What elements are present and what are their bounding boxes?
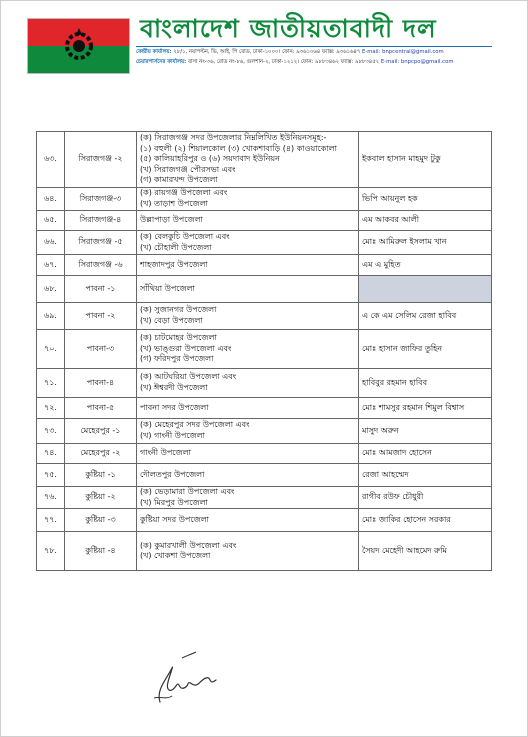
constituency-name: কুষ্টিয়া -২ xyxy=(65,487,137,509)
central-email: E-mail: bnpcentral@gmail.com xyxy=(362,49,444,55)
table-row xyxy=(37,303,492,330)
area-line: (ক) আটঘরিয়া উপজেলা এবং xyxy=(140,372,237,382)
chairperson-office-label: চেয়ারপার্সনের কার্যালয়: xyxy=(136,59,187,65)
area-line: (ক) বেলকুচি উপজেলা এবং xyxy=(140,231,230,241)
table-row xyxy=(37,231,492,255)
constituency-name: পাবনা -২ xyxy=(65,303,137,330)
serial-number: ৭২. xyxy=(37,398,65,419)
constituency-name: সিরাজগঞ্জ -৫ xyxy=(65,231,137,255)
party-flag-logo xyxy=(27,18,130,74)
serial-number: ৭১. xyxy=(37,369,65,398)
candidate-name: মোঃ জাকির হোসেন সরকার xyxy=(359,509,492,532)
area-line: (ক) সিরাজগঞ্জ সদর উপজেলার নিম্নলিখিত ইউনিয়নসমূহ:- xyxy=(140,133,327,143)
area-line: গাংনী উপজেলা xyxy=(140,448,191,458)
candidate-name: মাসুদ অরুন xyxy=(359,419,492,444)
party-name: বাংলাদেশ জাতীয়তাবাদী দল xyxy=(140,14,437,43)
table-row xyxy=(37,398,492,419)
area-line: (ক) কুমারখালী উপজেলা এবং xyxy=(140,540,237,550)
serial-number: ৭৫. xyxy=(37,464,65,487)
constituency-name: পাবনা -১ xyxy=(65,276,137,303)
area-line: (১) বহুলী (২) শিয়ালকোল (৩) খোকশাবাড়ি (৪) কাওয়াকোলা xyxy=(140,143,337,153)
area-line: দৌলতপুর উপজেলা xyxy=(140,469,205,479)
serial-number: ৭৮. xyxy=(37,532,65,571)
area-line: (ক) রায়গঞ্জ উপজেলা এবং xyxy=(140,188,228,198)
serial-number: ৬৩. xyxy=(37,132,65,188)
area-line: (খ) খোকশা উপজেলা xyxy=(140,551,211,561)
constituency-area xyxy=(137,419,359,444)
constituency-name: সিরাজগঞ্জ-৪ xyxy=(65,211,137,231)
candidate-name: ইকবাল হাসান মাহমুদ টুকু xyxy=(359,132,492,188)
serial-number: ৭৩. xyxy=(37,419,65,444)
table-row xyxy=(37,369,492,398)
constituency-name: কুষ্টিয়া -১ xyxy=(65,464,137,487)
area-line: উল্লাপাড়া উপজেলা xyxy=(140,215,203,225)
area-line: (গ) কামারখন্দ উপজেলা xyxy=(140,175,218,185)
serial-number: ৭০. xyxy=(37,330,65,369)
central-office-address xyxy=(136,48,496,56)
table-row xyxy=(37,211,492,231)
constituency-area xyxy=(137,532,359,571)
serial-number: ৭৪. xyxy=(37,444,65,464)
area-line: (খ) ঈশ্বরদী উপজেলা xyxy=(140,383,208,392)
table-row xyxy=(37,188,492,211)
candidate-name: মোঃ শামসুর রহমান শিমুল বিশ্বাস xyxy=(359,398,492,419)
constituency-name: পাবনা-৫ xyxy=(65,398,137,419)
candidate-name: রাগীব রউফ চৌধুরী xyxy=(359,487,492,509)
area-line: (৫) কালিয়াহরিপুর ও (৬) সয়দাবাদ ইউনিয়ন xyxy=(140,154,280,164)
area-line: (ক) ভেড়ামারা উপজেলা এবং xyxy=(140,487,235,496)
constituency-area xyxy=(137,464,359,487)
table-row xyxy=(37,464,492,487)
table-row xyxy=(37,330,492,369)
constituency-area xyxy=(137,509,359,532)
constituency-name: মেহেরপুর -২ xyxy=(65,444,137,464)
central-office-text: ২৮/১, নয়াপল্টন, ভি, আই, পি রোড, ঢাকা-১০০০। ফোন: ৯৩৬১০৬৪ ফ্যাক্স: ৯৩৬১৬৪৭ xyxy=(173,49,361,55)
candidate-name: মোঃ আমজাদ হোসেন xyxy=(359,444,492,464)
candidate-name: এ কে এম সেলিম রেজা হাবিব xyxy=(359,303,492,330)
constituency-name: কুষ্টিয়া -৩ xyxy=(65,509,137,532)
area-line: শাহজাদপুর উপজেলা xyxy=(140,259,208,269)
wheel-emblem-icon xyxy=(61,26,97,66)
candidate-name: হাবিবুর রহমান হাবিব xyxy=(359,369,492,398)
candidate-name: মোঃ আমিরুল ইসলাম খান xyxy=(359,231,492,255)
area-line: কুষ্টিয়া সদর উপজেলা xyxy=(140,514,210,524)
candidate-name: রেজা আহম্মেদ xyxy=(359,464,492,487)
constituency-name: সিরাজগঞ্জ -২ xyxy=(65,132,137,188)
area-line: (খ) ভাঙ্গুরা উপজেলা এবং xyxy=(140,343,232,353)
constituency-name: সিরাজগঞ্জ-৩ xyxy=(65,188,137,211)
candidate-name: মোঃ হাসান জাফির তুহিন xyxy=(359,330,492,369)
chairperson-office-text: বাসা নং-৩৬, রোড নং-৮৬, গুলশান-২, ঢাকা-১২১২। ফোন: ৯৮৮৩৪৬২ ফ্যাক্স: ৯৮৮৩৪৫২ xyxy=(187,59,380,65)
serial-number: ৬৯. xyxy=(37,303,65,330)
constituency-area xyxy=(137,444,359,464)
constituency-name: মেহেরপুর -১ xyxy=(65,419,137,444)
table-row xyxy=(37,487,492,509)
candidate-name: এম এ মুহিত xyxy=(359,255,492,276)
chairperson-email: E-mail: bnpcpo@gmail.com xyxy=(380,59,454,65)
candidate-name: ভিপি আয়নুল হক xyxy=(359,188,492,211)
serial-number: ৭৭. xyxy=(37,509,65,532)
area-line: (খ) চৌহালী উপজেলা xyxy=(140,242,212,252)
constituency-area xyxy=(137,369,359,398)
table-row xyxy=(37,419,492,444)
candidate-name: এম আকবর আলী xyxy=(359,211,492,231)
table-row xyxy=(37,255,492,276)
constituency-name: পাবনা-৪ xyxy=(65,369,137,398)
table-row xyxy=(37,532,492,571)
area-line: (খ) সিরাজগঞ্জ পৌরসভা এবং xyxy=(140,164,236,174)
area-line: (ক) মেহেরপুর সদর উপজেলা এবং xyxy=(140,420,250,430)
area-line: (খ) গাংনী উপজেলা xyxy=(140,431,205,440)
central-office-label: কেন্দ্রীয় কার্যালয়: xyxy=(136,49,172,55)
candidate-name: সৈয়দ মেহেদী আহমেদ রুমি xyxy=(359,532,492,571)
table-row xyxy=(37,509,492,532)
constituency-area xyxy=(137,132,359,188)
constituency-name: পাবনা-৩ xyxy=(65,330,137,369)
constituency-table xyxy=(36,131,492,571)
area-line: (ক) সুজানগর উপজেলা xyxy=(140,305,217,315)
constituency-area xyxy=(137,487,359,509)
constituency-name: কুষ্টিয়া -৪ xyxy=(65,532,137,571)
constituency-area xyxy=(137,303,359,330)
header-divider xyxy=(136,46,492,47)
serial-number: ৬৬. xyxy=(37,231,65,255)
serial-number: ৭৬. xyxy=(37,487,65,509)
table-row xyxy=(37,276,492,303)
constituency-table-body xyxy=(37,132,492,571)
serial-number: ৬৭. xyxy=(37,255,65,276)
constituency-area xyxy=(137,231,359,255)
handwritten-signature xyxy=(146,650,226,710)
table-row xyxy=(37,444,492,464)
area-line: সাঁথিয়া উপজেলা xyxy=(140,283,195,293)
serial-number: ৬৮. xyxy=(37,276,65,303)
constituency-area xyxy=(137,255,359,276)
area-line: (খ) তাড়াশ উপজেলা xyxy=(140,199,208,208)
serial-number: ৬৪. xyxy=(37,188,65,211)
area-line: পাবনা সদর উপজেলা xyxy=(140,402,209,412)
constituency-area xyxy=(137,276,359,303)
constituency-area xyxy=(137,398,359,419)
constituency-area xyxy=(137,330,359,369)
candidate-name xyxy=(359,276,492,303)
serial-number: ৬৫. xyxy=(37,211,65,231)
area-line: (খ) মিরপুর উপজেলা xyxy=(140,497,208,507)
constituency-name: সিরাজগঞ্জ -৬ xyxy=(65,255,137,276)
constituency-area xyxy=(137,211,359,231)
constituency-area xyxy=(137,188,359,211)
table-row xyxy=(37,132,492,188)
area-line: (খ) বেড়া উপজেলা xyxy=(140,316,203,325)
area-line: (গ) ফরিদপুর উপজেলা xyxy=(140,354,214,364)
area-line: (ক) চাটমোহর উপজেলা xyxy=(140,333,217,343)
chairperson-office-address xyxy=(136,58,496,66)
